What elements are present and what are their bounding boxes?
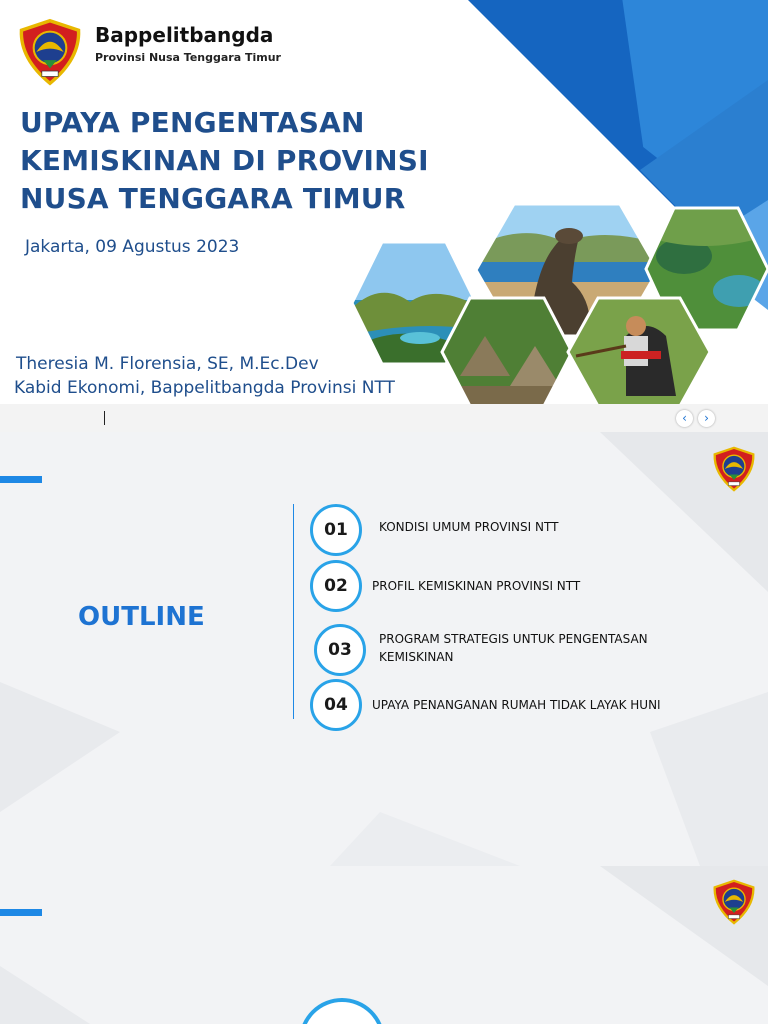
text-cursor	[104, 411, 105, 425]
next-slide-partial	[0, 866, 768, 1024]
pasola-horse-rider-photo	[566, 296, 712, 404]
next-page-button[interactable]	[698, 410, 715, 427]
outline-item-label: PROFIL KEMISKINAN PROVINSI NTT	[372, 579, 581, 593]
chevron-right-icon: ›	[704, 411, 709, 425]
title-line: UPAYA PENGENTASAN	[20, 106, 365, 139]
presentation-title	[20, 104, 440, 218]
viewer-toolbar	[0, 404, 768, 432]
title-line: KEMISKINAN DI PROVINSI	[20, 144, 429, 177]
chevron-left-icon: ‹	[682, 411, 687, 425]
presenter-name: Theresia M. Florensia, SE, M.Ec.Dev	[16, 354, 319, 374]
item-number-badge: 03	[314, 624, 366, 676]
outline-item-label: UPAYA PENANGANAN RUMAH TIDAK LAYAK HUNI	[372, 698, 661, 712]
item-number-badge: 02	[310, 560, 362, 612]
title-slide	[0, 0, 768, 404]
traditional-village-photo	[440, 296, 574, 404]
outline-slide	[0, 432, 768, 866]
previous-page-button[interactable]	[676, 410, 693, 427]
item-number-badge: 04	[310, 679, 362, 731]
ntt-emblem-logo	[16, 18, 84, 86]
item-number-badge: 01	[310, 504, 362, 556]
event-date: Jakarta, 09 Agustus 2023	[25, 237, 240, 257]
outline-item-label: KONDISI UMUM PROVINSI NTT	[379, 520, 559, 534]
brand-subtitle: Provinsi Nusa Tenggara Timur	[95, 51, 281, 64]
outline-item-label: PROGRAM STRATEGIS UNTUK PENGENTASAN KEMISKINAN	[379, 632, 648, 664]
presenter-role: Kabid Ekonomi, Bappelitbangda Provinsi NTT	[14, 378, 395, 398]
brand-name: Bappelitbangda	[95, 23, 274, 47]
accent-bar	[0, 476, 42, 483]
title-line: NUSA TENGGARA TIMUR	[20, 182, 406, 215]
outline-divider	[293, 504, 294, 719]
background-texture	[0, 866, 768, 1024]
accent-bar	[0, 909, 42, 916]
outline-title: OUTLINE	[78, 602, 205, 632]
ntt-emblem-logo	[711, 879, 757, 925]
ntt-emblem-logo	[711, 446, 757, 492]
